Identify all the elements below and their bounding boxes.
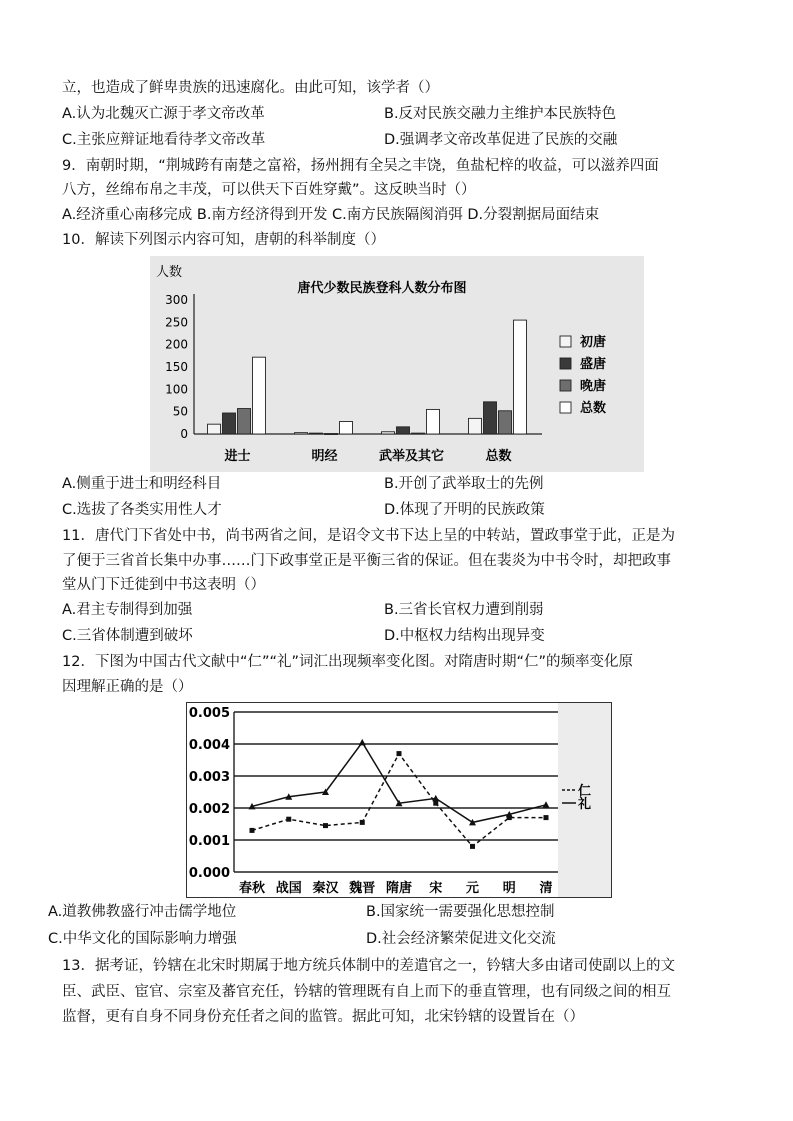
- line-chart-panel: [186, 702, 612, 898]
- bar-2-1: [397, 427, 410, 434]
- bar-y-tick: 150: [165, 360, 188, 374]
- bar-1-3: [340, 421, 353, 434]
- q8-option-b[interactable]: B.反对民族交融力主维护本民族特色: [384, 106, 617, 122]
- q9-stem-line1: 9．南朝时期，“荆城跨有南楚之富裕，扬州拥有全吴之丰饶，鱼盐杞梓的收益，可以滋养四面: [62, 158, 659, 174]
- bar-y-tick: 50: [172, 404, 188, 419]
- line-point-0: [286, 817, 291, 822]
- line-y-tick: 0.004: [188, 738, 230, 753]
- q11-option-b[interactable]: B.三省长官权力遭到削弱: [384, 602, 544, 618]
- q12-stem-line2: 因理解正确的是（）: [62, 679, 193, 695]
- line-point-0: [323, 823, 328, 828]
- q11-option-c[interactable]: C.三省体制遭到破坏: [62, 628, 193, 644]
- line-x-tick: 清: [539, 881, 553, 896]
- bar-legend-swatch: [560, 402, 571, 413]
- q13-stem-line2: 臣、武臣、宦官、宗室及蕃官充任，钤辖的管理既有自上而下的垂直管理，也有同级之间的相互: [62, 984, 671, 1000]
- line-point-0: [470, 844, 475, 849]
- bar-category-label: 明经: [311, 449, 338, 464]
- q13-stem-line1: 13．据考证，钤辖在北宋时期属于地方统兵体制中的差遣官之一，钤辖大多由诸司使副以上的文: [62, 958, 675, 974]
- q11-stem-line2: 了便于三省首长集中办事……门下政事堂正是平衡三省的保证。但在裴炎为中书令时，却把政事: [62, 553, 671, 569]
- bar-legend-label: 初唐: [580, 335, 607, 350]
- bar-legend-swatch: [560, 380, 571, 391]
- line-y-tick: 0.000: [188, 866, 230, 881]
- line-y-tick: 0.003: [188, 770, 230, 785]
- line-legend-label: 礼: [578, 797, 592, 812]
- bar-category-label: 武举及其它: [378, 449, 445, 464]
- q11-stem-line1: 11．唐代门下省处中书，尚书两省之间，是诏令文书下达上呈的中转站，置政事堂于此，正是为: [62, 528, 675, 544]
- bar-chart-ylabel: 人数: [156, 265, 183, 280]
- bar-0-2: [238, 409, 251, 434]
- line-x-tick: 宋: [429, 881, 443, 896]
- bar-1-1: [310, 433, 323, 434]
- q11-stem-line3: 堂从门下迁徙到中书这表明（）: [62, 577, 265, 593]
- bar-category-label: 进士: [224, 449, 251, 464]
- bar-2-3: [427, 409, 440, 434]
- q12-option-c[interactable]: C.中华文化的国际影响力增强: [48, 931, 237, 947]
- line-point-0: [250, 828, 255, 833]
- bar-y-tick: 200: [165, 337, 188, 352]
- bar-3-2: [499, 411, 512, 434]
- line-point-0: [397, 751, 402, 756]
- line-y-tick: 0.001: [188, 834, 230, 849]
- q13-stem-line3: 监督，更有自身不同身份充任者之间的监管。据此可知，北宋钤辖的设置旨在（）: [62, 1009, 584, 1025]
- line-point-0: [544, 815, 549, 820]
- line-x-tick: 明: [502, 881, 516, 896]
- line-point-0: [433, 801, 438, 806]
- bar-2-0: [382, 432, 395, 434]
- bar-legend-label: 晚唐: [580, 379, 607, 394]
- bar-chart: [150, 256, 644, 472]
- q9-options[interactable]: A.经济重心南移完成 B.南方经济得到开发 C.南方民族隔阂消弭 D.分裂割据局面结束: [62, 207, 600, 223]
- line-point-0: [360, 820, 365, 825]
- q10-option-c[interactable]: C.选拔了各类实用性人才: [62, 502, 222, 518]
- q12-stem-line1: 12．下图为中国古代文献中“仁”“礼”词汇出现频率变化图。对隋唐时期“仁”的频率变化原: [62, 654, 634, 670]
- line-chart: [186, 702, 612, 898]
- q8-option-a[interactable]: A.认为北魏灭亡源于孝文帝改革: [62, 106, 265, 122]
- q9-stem-line2: 八方，丝绵布帛之丰茂，可以供天下百姓穿戴”。这反映当时（）: [62, 182, 476, 198]
- line-x-tick: 春秋: [238, 881, 266, 896]
- bar-3-1: [484, 402, 497, 434]
- line-x-tick: 元: [465, 881, 480, 896]
- line-x-tick: 战国: [275, 881, 302, 896]
- q8-stem-tail: 立，也造成了鲜卑贵族的迅速腐化。由此可知，该学者（）: [62, 80, 439, 96]
- bar-0-0: [208, 424, 221, 434]
- line-legend-label: 仁: [578, 784, 592, 799]
- bar-chart-title: 唐代少数民族登科人数分布图: [297, 281, 467, 296]
- bar-1-2: [325, 434, 338, 435]
- line-x-tick: 秦汉: [312, 881, 339, 896]
- q8-option-c[interactable]: C.主张应辩证地看待孝文帝改革: [62, 132, 266, 148]
- q8-option-d[interactable]: D.强调孝文帝改革促进了民族的交融: [384, 132, 618, 148]
- bar-y-tick: 300: [165, 293, 188, 307]
- bar-legend-swatch: [560, 358, 571, 369]
- q10-option-b[interactable]: B.开创了武举取士的先例: [384, 476, 544, 492]
- bar-legend-label: 盛唐: [580, 357, 607, 372]
- bar-1-0: [295, 433, 308, 434]
- q11-option-d[interactable]: D.中枢权力结构出现异变: [384, 628, 545, 644]
- bar-2-2: [412, 433, 425, 434]
- bar-y-tick: 250: [165, 315, 188, 330]
- q12-option-a[interactable]: A.道教佛教盛行冲击儒学地位: [48, 904, 237, 920]
- line-x-tick: 魏晋: [349, 881, 376, 896]
- bar-category-label: 总数: [485, 449, 512, 464]
- q10-option-a[interactable]: A.侧重于进士和明经科目: [62, 476, 222, 492]
- bar-legend-label: 总数: [580, 401, 607, 416]
- q12-option-d[interactable]: D.社会经济繁荣促进文化交流: [366, 931, 556, 947]
- line-y-tick: 0.002: [188, 802, 230, 817]
- bar-3-3: [514, 320, 527, 434]
- line-y-tick: 0.005: [188, 706, 230, 721]
- q12-option-b[interactable]: B.国家统一需要强化思想控制: [366, 904, 555, 920]
- bar-0-1: [223, 413, 236, 434]
- bar-0-3: [253, 357, 266, 434]
- bar-3-0: [469, 418, 482, 434]
- bar-chart-panel: [150, 256, 644, 472]
- bar-y-tick: 100: [165, 382, 188, 397]
- q10-option-d[interactable]: D.体现了开明的民族政策: [384, 502, 545, 518]
- bar-y-tick: 0: [180, 427, 188, 441]
- q10-stem: 10．解读下列图示内容可知，唐朝的科举制度（）: [62, 232, 385, 248]
- bar-legend-swatch: [560, 336, 571, 347]
- q11-option-a[interactable]: A.君主专制得到加强: [62, 602, 193, 618]
- line-x-tick: 隋唐: [385, 881, 413, 896]
